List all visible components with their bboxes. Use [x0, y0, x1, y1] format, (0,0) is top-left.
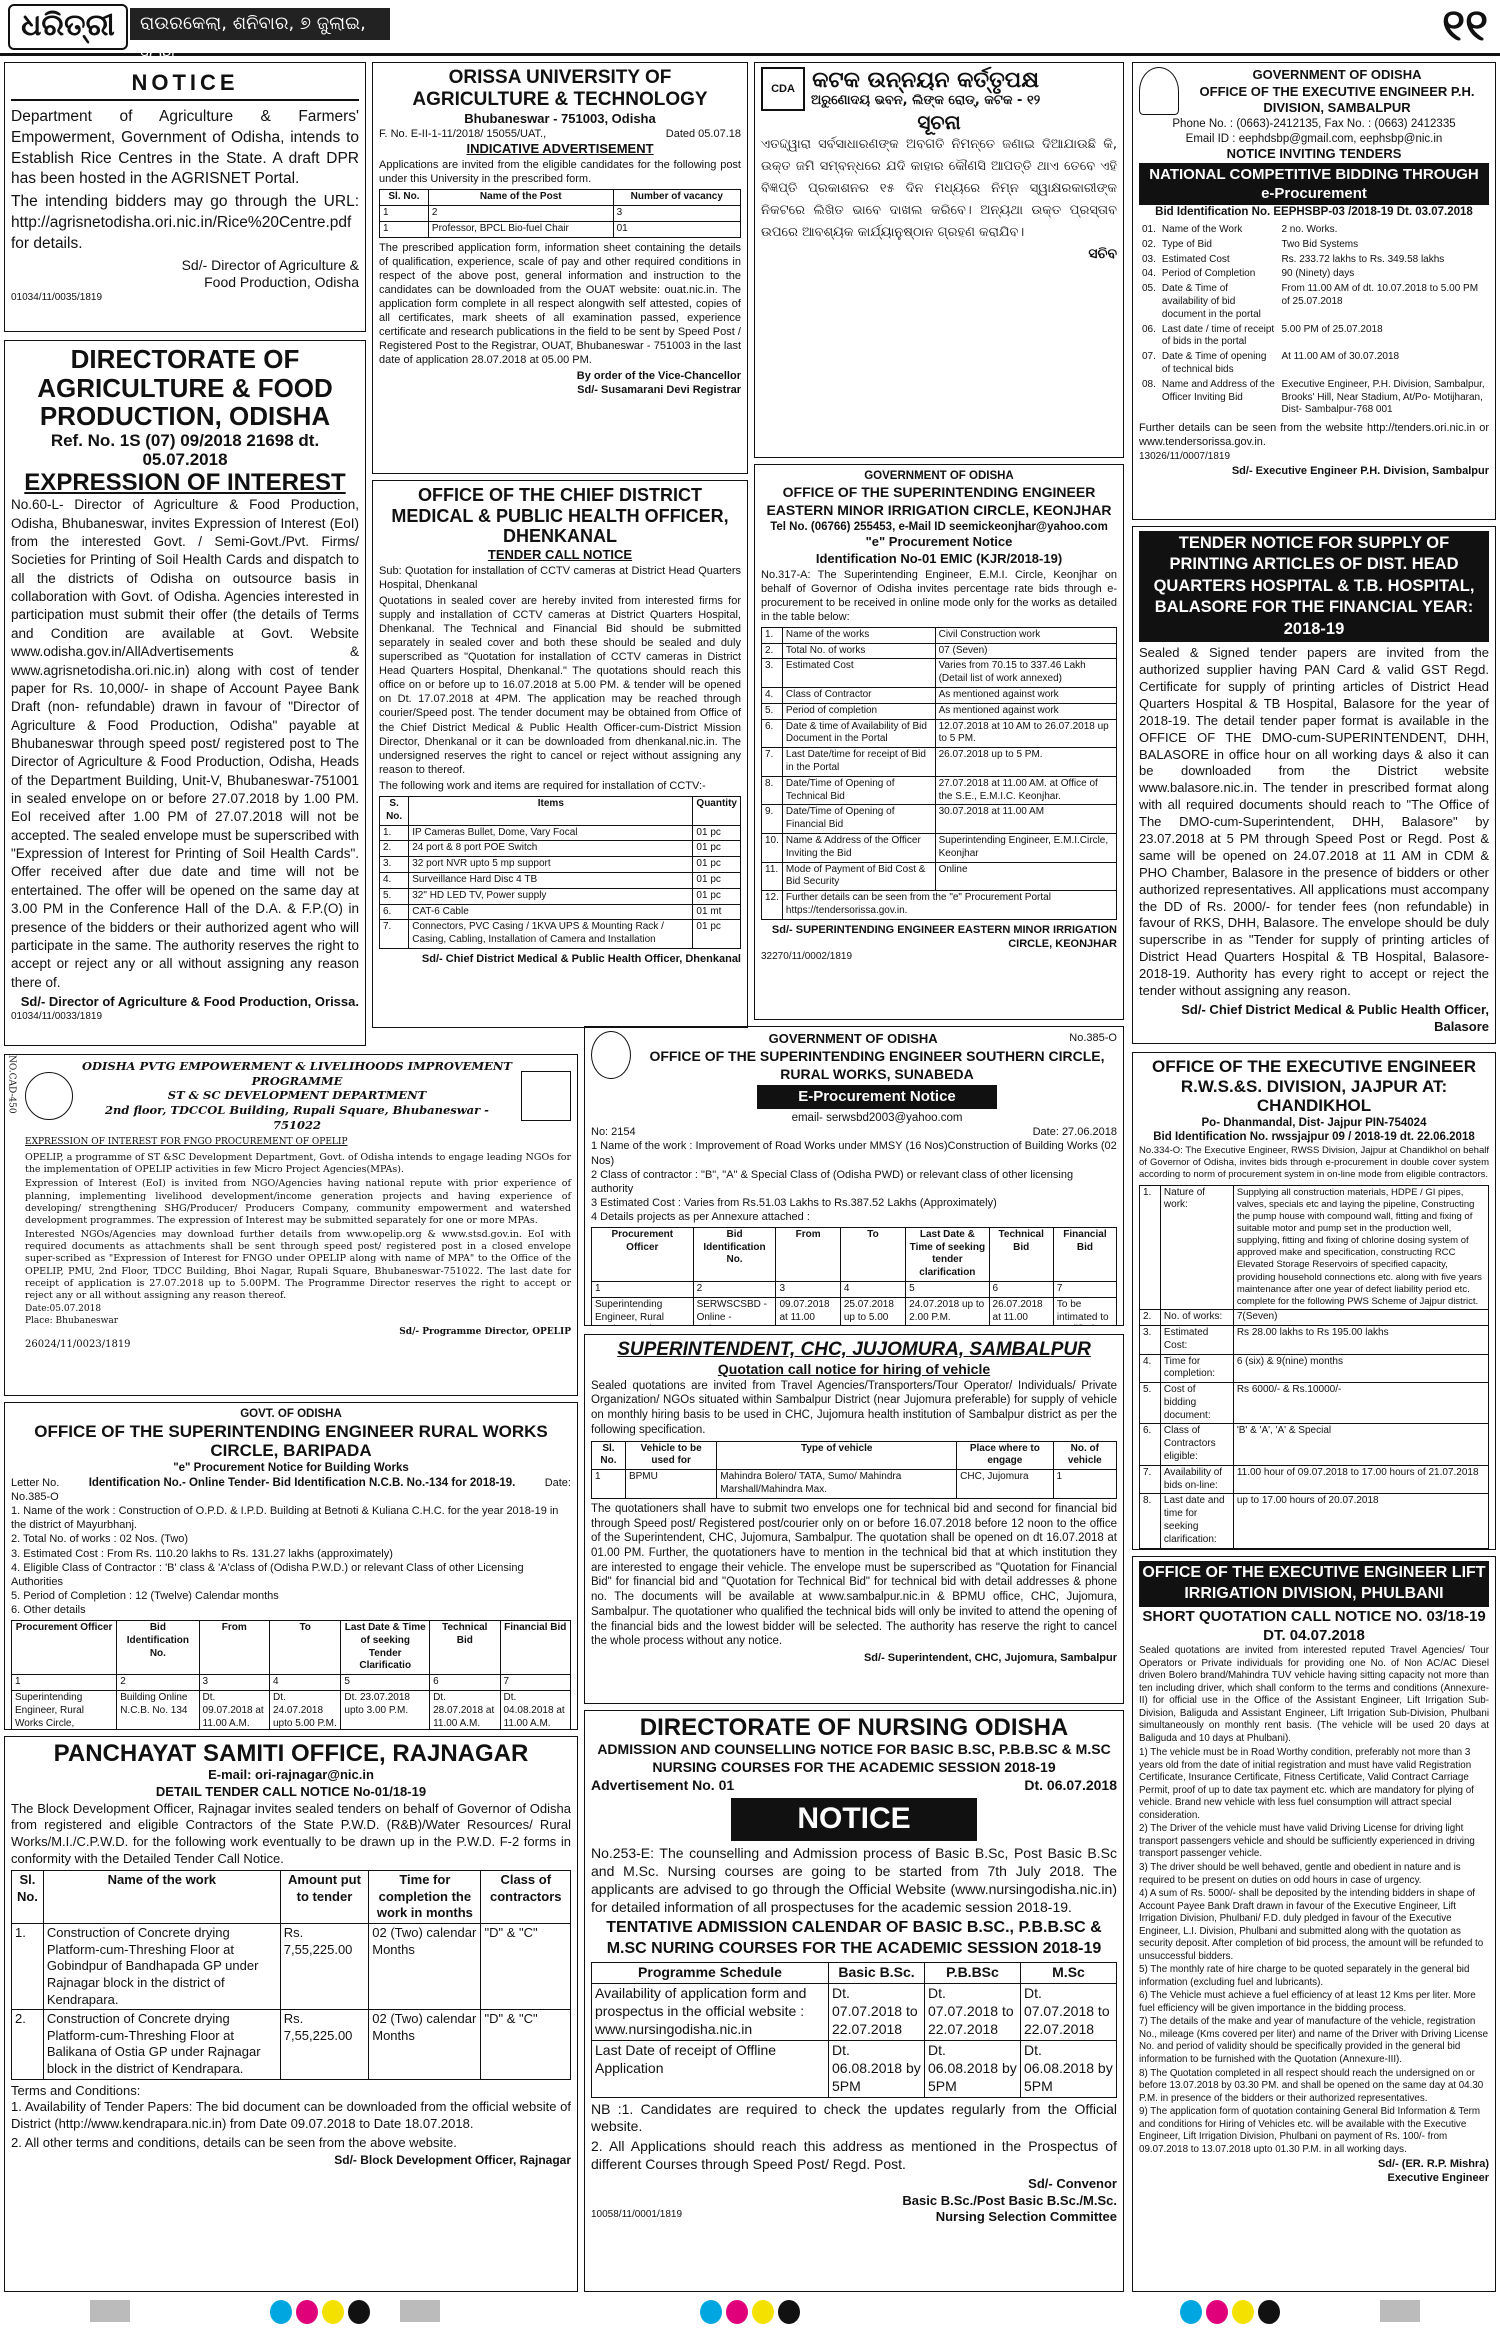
- phone: Phone No. : (0663)-2412135, Fax No. : (0663) 2412335: [1172, 117, 1456, 130]
- notice-banner: NOTICE: [731, 1798, 977, 1840]
- line-1: 1 Name of the work : Improvement of Road Works under MMSY (16 Nos)Construction of Building Works (02 Nos): [591, 1140, 1117, 1167]
- ad-ref: 10058/11/0001/1819: [591, 2209, 683, 2221]
- condition-item: 9) The application form of quotation containing General Bid Information & Term and conditions for Hiring of Vehicles etc. will be available with the Executive Engineer, Lift Irrigation Division, Phulbani on payment of Rs. 100/- from 09.07.2018 to 13.07.2018 upto 01.30 P.M. in all working days.: [1139, 2106, 1481, 2155]
- tender-table: 01. Name of the Work 2 no. Works. 02. Type of Bid Two Bid Systems 03. Estimated Cost Rs. 233.72 lakhs to Rs. 349.58 lakhs 04. Period of Completion 90 (Ninety) days 05. Date & Time of availability of bid document in the portal From 11.00 AM of dt. 10.07.2018 to 5.00 PM of 25.07.2018 06. Last date / time of receipt of bids in the portal 5.00 PM of 25.07.2018 07. Date & Time of opening of technical bids At 11.00 AM of 30.07.2018 08. Name and Address of the Officer Inviting Bid Executive Engineer, P.H. Division, Sambalpur, Brooks' Hill, Near Stadium, At/Po- Motijharan, Dist- Sambalpur-768 001: [1142, 224, 1485, 416]
- condition-item: 2) The Driver of the vehicle must have valid Driving License for driving light transport passengers vehicle and should be sufficiently experienced in driving transport passenger vehicle.: [1139, 1823, 1475, 1860]
- ad-title: OFFICE OF THE EXECUTIVE ENGINEER LIFT IRRIGATION DIVISION, PHULBANI: [1139, 1561, 1489, 1607]
- bidding-bar: NATIONAL COMPETITIVE BIDDING THROUGH e-Procurement: [1139, 163, 1489, 205]
- signature-1: By order of the Vice-Chancellor: [576, 370, 741, 383]
- tender-table: 1. Nature of work: Supplying all construction materials, HDPE / GI pipes, valves, specials etc and laying the pipeline, Constructing the pump house with compound wall, fitting and fixing of suitable motor and pump set in the production well, supplying, fitting and fixing of chlorine dosing system of approved make and specification, constructing RCC Elevated Storage Reservoirs of specified capacity, providing household connections etc. along with five years maintenance after one year of defect liability period etc. complete for the following PWS Scheme of Jajpur district. 2. No. of works: 7(Seven) 3. Estimated Cost: Rs 28.00 lakhs to Rs 195.00 lakhs 4. Time for completion: 6 (six) & 9(nine) months 5. Cost of bidding document: Rs 6000/- & Rs.10000/- 6. Class of Contractors eligible: 'B' & 'A', 'A' & Special 7. Availability of bids on-line: 11.00 hour of 09.07.2018 to 17.00 hours of 21.07.2018 8. Last date and time for seeking clarification: up to 17.00 hours of 20.07.2018: [1139, 1185, 1489, 1550]
- cda-emblem-icon: CDA: [761, 67, 805, 111]
- line-5: 5. Period of Completion : 12 (Twelve) Calendar months: [11, 1589, 279, 1602]
- ad-ref: 01034/11/0035/1819: [11, 292, 103, 304]
- page-number: ୧୧: [1442, 0, 1488, 51]
- date: Date:: [544, 1476, 571, 1489]
- letter-no: Letter No.: [11, 1476, 60, 1489]
- condition-item: 3) The driver should be well behaved, gentle and obedient in nature and is required to be present on duties on odd hours in case of urgency.: [1139, 1862, 1461, 1886]
- ad-body: No.60-L- Director of Agriculture & Food Production, Odisha, Bhubaneswar, invites Expression of Interest (EoI) from the interested Govt. / Semi-Govt./Pvt. Firms/ Societies for Printing of Soil Health Cards and dispatch to all the districts of Odisha on outsource basis in collaboration with Govt. of Odisha. Agencies interested in participation must submit their offer (the details of Terms and Condition are available at Govt. Website www.odisha.gov.in/AllAdvertisements & www.agrisnetodisha.ori.nic.in) along with cost of tender paper for Rs. 10,000/- in shape of Account Payee Bank Draft (non- refundable) drawn in favour of "Director of Agriculture & Food Production, Odisha" payable at Bhubaneswar through speed post/ registered post to The Director of Agriculture & Food Production, Odisha, Heads of the Department Building, Unit-V, Bhubaneswar-751001 in sealed envelope on or before 27.07.2018 by 1.00 PM. EoI received after 1.00 PM of 27.07.2018 will not be accepted. The sealed envelope must be superscribed with "Expression of Interest for Printing of Soil Health Cards". Offer received after due date and time will not be entertained. The offer will be opened on the same day at 3.00 PM in the Conference Hall of the D.A. & F.P.(O) in presence of the bidders or their authorized agent who will participate in the same. The authority reserves the right to accept or reject any or all without assigning any reason there of.: [11, 497, 359, 990]
- signature-1: Sd/- Convenor: [1028, 2176, 1117, 2192]
- file-no: F. No. E-II-1-11/2018/ 15055/UAT.,: [379, 128, 547, 141]
- line-2: 2. Total No. of works : 02 Nos. (Two): [11, 1533, 189, 1546]
- ref-no: No: 2154: [591, 1126, 636, 1139]
- registration-dot: [700, 2300, 722, 2324]
- cdmo-dhenkanal-ad: [372, 480, 748, 1028]
- cda-notice: [754, 62, 1124, 458]
- signature-2: Executive Engineer: [1387, 2172, 1489, 2185]
- ad-title: DIRECTORATE OF AGRICULTURE & FOOD PRODUCTION, ODISHA: [37, 344, 333, 432]
- odisha-emblem-icon: [591, 1031, 631, 1079]
- ad-para: No.334-O: The Executive Engineer, RWSS Division, Jajpur at Chandikhol on behalf of Governor of Odisha, invites bids through e-procurement in double cover system according to norm of procurement system in on-line mode from eligible contractors.: [1139, 1145, 1489, 1181]
- nb-1: NB :1. Candidates are required to check the updates regularly from the Official website.: [591, 2100, 1117, 2135]
- ad-heading: INDICATIVE ADVERTISEMENT: [466, 141, 654, 157]
- registration-dot: [778, 2300, 800, 2324]
- ad-para: Further details can be seen from the website http://tenders.ori.nic.in or www.tendersorissa.gov.in.: [1139, 422, 1489, 449]
- opelip-logo-icon: [521, 1071, 571, 1121]
- govt-label: GOVERNMENT OF ODISHA: [864, 470, 1014, 482]
- signature: Sd/- Chief District Medical & Public Health Officer, Dhenkanal: [421, 952, 741, 965]
- line-4: 4 Details projects as per Annexure attached :: [591, 1210, 810, 1223]
- address: 2nd floor, TDCCOL Building, Rupali Square, Bhubaneswar - 751022: [105, 1103, 489, 1132]
- condition-item: 7) The details of the make and year of manufacture of the vehicle, registration No., mileage (Kms covered per liter) and name of the Driver with Driving License No. and period of validity should be specifically provided in the general bid information to be furnished with the Quotation (Annexure-III).: [1139, 2016, 1489, 2065]
- ad-title: କଟକ ଉନ୍ନୟନ କର୍ତ୍ତୃପକ୍ଷ: [812, 68, 1040, 94]
- registration-dot: [296, 2300, 318, 2324]
- ad-para: The Block Development Officer, Rajnagar invites sealed tenders on behalf of Governor of Odisha from registered and eligible Contractors of the State P.W.D. (R&B)/Water Resources/ Rural Works/M.I./C.P.W.D. for the following work eventually to be drawn up in the P.W.D. F-2 forms in conformity with the Detailed Tender Call Notice.: [11, 1800, 571, 1866]
- ad-body: ଏତଦ୍ଦ୍ୱାରା ସର୍ବସାଧାରଣଙ୍କ ଅବଗତି ନିମନ୍ତେ ଜଣାଇ ଦିଆଯାଉଛି କି, ଉକ୍ତ ଜମି ସମ୍ବନ୍ଧରେ ଯଦି କାହାର କୌଣସି ଆପତ୍ତି ଥାଏ ତେବେ ଏହି ବିଜ୍ଞପ୍ତି ପ୍ରକାଶନର ୧୫ ଦିନ ମଧ୍ୟରେ ନିମ୍ନ ସ୍ୱାକ୍ଷରକାରୀଙ୍କ ନିକଟରେ ଲିଖିତ ଭାବେ ଦାଖଲ କରିବେ। ଅନ୍ୟଥା ଉକ୍ତ ପ୍ରସ୍ତାବ ଉପରେ ଆବଶ୍ୟକ କାର୍ଯ୍ୟାନୁଷ୍ଠାନ ଗ୍ରହଣ କରାଯିବ।: [761, 137, 1117, 241]
- dateline: ରାଉରକେଲା, ଶନିବାର, ୭ ଜୁଲାଇ, ୨୦୧୮: [130, 8, 390, 40]
- govt-label: GOVERNMENT OF ODISHA: [768, 1031, 938, 1046]
- registration-dot: [1180, 2300, 1202, 2324]
- signature: Sd/- Executive Engineer P.H. Division, Sambalpur: [1231, 465, 1489, 478]
- rwss-jajpur-ad: [1132, 1052, 1496, 1550]
- rw-sunabeda-ad: [584, 1026, 1124, 1326]
- ad-title: ODISHA PVTG EMPOWERMENT & LIVELIHOODS IMPROVEMENT PROGRAMME: [82, 1059, 512, 1088]
- condition-item: 1) The vehicle must be in Road Worthy condition, preferably not more than 3 years old from the date of initial registration and must have valid Registration Certificate, Insurance Certificate, Fitness Certificate, Valid Contract Carriage Permit, proof of up to date tax payment etc. which are mandatory for plying of vehicle. Brand new vehicle with less fuel consumption will attract special consideration.: [1139, 1747, 1474, 1821]
- line-2: 2 Class of contractor : "B", "A" & Special Class of (Odisha PWD) or relevant class of other licensing authority: [591, 1168, 1074, 1195]
- ad-heading: SHORT QUOTATION CALL NOTICE NO. 03/18-19 DT. 04.07.2018: [1142, 1607, 1486, 1644]
- masthead: [0, 0, 1500, 66]
- agri-notice: [4, 62, 366, 332]
- signature-3: Nursing Selection Committee: [935, 2209, 1117, 2225]
- ad-heading: E-Procurement Notice: [757, 1085, 997, 1108]
- odisha-emblem-icon: [1139, 67, 1179, 115]
- ad-para-1: Applications are invited from the eligible candidates for the following post under this University in the prescribed form.: [379, 159, 741, 186]
- ad-heading: "e" Procurement Notice: [865, 534, 1013, 550]
- place: Place: Bhubaneswar: [25, 1315, 119, 1326]
- registration-dot: [1206, 2300, 1228, 2324]
- notice-no: No.385-O: [11, 1491, 59, 1504]
- bid-id: Bid Identification No. rwssjajpur 09 / 2018-19 dt. 22.06.2018: [1153, 1131, 1475, 1144]
- ad-title: SUPERINTENDENT, CHC, JUJOMURA, SAMBALPUR: [617, 1339, 1091, 1360]
- tel: Tel No. (06766) 255453, e-Mail ID seemickeonjhar@yahoo.com: [770, 520, 1108, 533]
- notice-no: No.385-O: [1069, 1032, 1117, 1044]
- ad-ref: 13026/11/0007/1819: [1139, 451, 1231, 463]
- lift-irrigation-ad: [1132, 1556, 1496, 2292]
- ad-title: ORISSA UNIVERSITY OF AGRICULTURE & TECHNOLOGY: [412, 67, 708, 110]
- ad-heading: "e" Procurement Notice for Building Works: [173, 1461, 409, 1474]
- ad-heading: DETAIL TENDER CALL NOTICE No-01/18-19: [155, 1784, 427, 1800]
- notice-para-1: Department of Agriculture & Farmers' Empowerment, Government of Odisha, intends to Establish Rice Centres in the State. A draft DPR has been hosted in the AGRISNET Portal.: [11, 108, 359, 188]
- ad-subtitle: ST & SC DEVELOPMENT DEPARTMENT: [167, 1088, 427, 1103]
- email: Email ID : eephdsbp@gmail.com, eephsbp@nic.in: [1185, 132, 1443, 145]
- registration-square: [400, 2300, 440, 2322]
- ad-ref: 01034/11/0033/1819: [11, 1010, 103, 1022]
- registration-square: [1380, 2300, 1420, 2322]
- line-1: 1. Name of the work : Construction of O.P.D. & I.P.D. Building at Betnoti & Kuliana C.H.C. for the year 2018-19 in the district of Mayurbhanj.: [11, 1505, 559, 1532]
- signature: Sd/- Superintendent, CHC, Jujomura, Sambalpur: [863, 1652, 1117, 1664]
- notice-para-2: The intending bidders may go through the URL: http://agrisnetodisha.ori.nic.in/Rice%20Centre.pdf for details.: [11, 193, 359, 252]
- ad-para-2: The following work and items are required for installation of CCTV:-: [379, 779, 706, 792]
- condition-item: 6) The Vehicle must achieve a fuel efficiency of at least 12 Kms per liter. More fuel efficiency will be given importance in the bidding process.: [1139, 1990, 1476, 2014]
- signature: Sd/- SUPERINTENDING ENGINEER EASTERN MINOR IRRIGATION CIRCLE, KEONJHAR: [771, 923, 1117, 950]
- nb-2: 2. All Applications should reach this address as mentioned in the Prospectus of different Courses through Speed Post/ Regd. Post.: [591, 2138, 1117, 2173]
- ad-title: DIRECTORATE OF NURSING ODISHA: [639, 1714, 1069, 1741]
- ad-para-2: Expression of Interest (EoI) is invited from NGO/Agencies having national repute with prior experience of planning, implementing livelihood development/income generation projects and having experience of developing/ strengthening SHG/Producer/ Producers Company, community empowerment and watershed development programmes. The expression of Interest may be submitted separately for one or more MPAs.: [25, 1178, 571, 1226]
- ref-no: Ref. No. 1S (07) 09/2018 21698 dt. 05.07.2018: [50, 430, 320, 470]
- post-table: Sl. No. Name of the Post Number of vacancy 1 2 3 1 Professor, BPCL Bio-fuel Chair 01: [379, 189, 741, 237]
- ad-title: OFFICE OF THE SUPERINTENDING ENGINEER SOUTHERN CIRCLE, RURAL WORKS, SUNABEDA: [649, 1047, 1105, 1082]
- dated: Dated 05.07.18: [665, 128, 741, 141]
- bid-id: Bid Identification No. EEPHSBP-03 /2018-19 Dt. 03.07.2018: [1155, 206, 1473, 219]
- adv-date: Dt. 06.07.2018: [1024, 1777, 1117, 1794]
- dafp-eoi: [4, 340, 366, 1046]
- condition-1: 1. Availability of Tender Papers: The bid document can be downloaded from the official website of District (http://www.kendrapara.nic.in) from Date 09.07.2018 to Date 18.07.2018.: [11, 2099, 571, 2131]
- ad-subtitle: Po- Dhanmandal, Dist- Jajpur PIN-754024: [1201, 1116, 1427, 1129]
- ad-ref: 26024/11/0023/1819: [25, 1338, 131, 1350]
- signature: Sd/- Block Development Officer, Rajnagar: [334, 2153, 571, 2168]
- ad-para-2: The quotationers shall have to submit two envelops one for technical bid and second for financial bid through Speed post/ Registered post/courier only on or before 16.07.2018 before 12 noon to the office of the Superintendent, CHC, Jujomura, Sambalpur. The quotation shall be opened on dt 16.07.2018 at 01.00 PM. Further, the quotationers have to mention in the technical bid that at which institution they are interested to engage their vehicle. The envelope must be superscribed as "Quotation for Financial Bid" for financial bid and "Quotation for Technical Bid" for technical bid with detail addresses & phone no. The documents will be available at www.sambalpur.nic.in & BPMU office, CHC, Jujomura, Sambalpur. The quotationer who qualified the technical bids will only be invited to attend the opening of the financial bids and the lowest bidder will be selected. The authority has reserve the right to cancel the whole process without any notice.: [591, 1502, 1117, 1648]
- ad-subtitle: ADMISSION AND COUNSELLING NOTICE FOR BASIC B.SC, P.B.B.SC & M.SC NURSING COURSES FOR THE ACADEMIC SESSION 2018-19: [597, 1741, 1111, 1776]
- ad-heading: ସୂଚନା: [917, 110, 961, 134]
- date: Date: 27.06.2018: [1032, 1126, 1117, 1139]
- ad-title: OFFICE OF THE SUPERINTENDING ENGINEER EASTERN MINOR IRRIGATION CIRCLE, KEONJHAR: [766, 483, 1112, 518]
- ad-heading: Quotation call notice for hiring of vehicle: [717, 1360, 991, 1377]
- ad-subtitle: ଅରୁଣୋଦୟ ଭବନ, ଲିଙ୍କ ରୋଡ୍, କଟକ - ୧୨: [811, 93, 1041, 109]
- signature: Sd/- Programme Director, OPELIP: [399, 1327, 571, 1338]
- registration-dot: [752, 2300, 774, 2324]
- vehicle-table: Sl. No. Vehicle to be used for Type of vehicle Place where to engage No. of vehicle 1 BPMU Mahindra Bolero/ TATA, Sumo/ Mahindra Marshall/Mahindra Max. CHC, Jujomura 1: [591, 1441, 1117, 1499]
- govt-label: GOVT. OF ODISHA: [240, 1408, 342, 1420]
- email: email- serwsbd2003@yahoo.com: [791, 1111, 963, 1124]
- ad-title: TENDER NOTICE FOR SUPPLY OF PRINTING ARTICLES OF DIST. HEAD QUARTERS HOSPITAL & T.B. HOSPITAL, BALASORE FOR THE FINANCIAL YEAR: 2018-19: [1139, 531, 1489, 642]
- ad-title: PANCHAYAT SAMITI OFFICE, RAJNAGAR: [53, 1740, 529, 1767]
- adv-no: Advertisement No. 01: [591, 1777, 735, 1794]
- registration-dot: [270, 2300, 292, 2324]
- rajnagar-tender: [4, 1736, 578, 2292]
- ad-ref: 32270/11/0002/1819: [761, 950, 853, 962]
- admission-calendar: Programme Schedule Basic B.Sc. P.B.BSc M.Sc Availability of application form and prospectus in the official website : www.nursingodisha.nic.in Dt. 07.07.2018 to 22.07.2018 Dt. 07.07.2018 to 22.07.2018 Dt. 07.07.2018 to 22.07.2018 Last Date of receipt of Offline Application Dt. 06.08.2018 by 5PM Dt. 06.08.2018 by 5PM Dt. 06.08.2018 by 5PM: [591, 1962, 1117, 2097]
- chc-jujomura-ad: [584, 1334, 1124, 1704]
- emic-keonjhar-ad: [754, 464, 1124, 1020]
- ad-para-1: Sealed quotations are invited from Travel Agencies/Transporters/Tour Operator/ Individuals/ Private Organization/ NGOs situated within Sambalpur District (near Jujomura preferable) for supply of vehicle on monthly hiring basis to be used in CHC, Jujomura health institution of Sambalpur district as per the following specification.: [591, 1379, 1117, 1436]
- signature-1: Sd/- (ER. R.P. Mishra): [1377, 2158, 1489, 2171]
- ad-heading: EXPRESSION OF INTEREST: [24, 468, 346, 496]
- ad-subtitle: Bhubaneswar - 751003, Odisha: [464, 110, 656, 126]
- ad-para: Sealed quotations are invited from interested reputed Travel Agencies/ Tour Operators or Private individuals for providing one No. of Non AC/AC Diesel driven Bolero brand/Mahindra TUV vehicle having sitting capacity not more than ten including driver, which shall conform to the terms and conditions (Annexure-II) for official use in the Office of the Assistant Engineer, Lift Irrigation Sub-Division, Baliguda and Assistant Engineer, Lift Irrigation Sub-Division, Phulbani simultaneously on monthly rent basis. (The vehicle will be used 20 days at Baliguda and 10 days at Phulbani).: [1139, 1644, 1489, 1744]
- registration-square: [90, 2300, 130, 2322]
- opelip-eoi: [4, 1054, 578, 1396]
- phd-sambalpur-ad: [1132, 62, 1496, 520]
- condition-2: 2. All other terms and conditions, details can be seen from the above website.: [11, 2134, 457, 2150]
- signature: Sd/- Director of Agriculture & Food Production, Odisha: [181, 256, 359, 291]
- items-table: S. No. Items Quantity 1. IP Cameras Bullet, Dome, Vary Focal 01 pc 2. 24 port & 8 port POE Switch 01 pc 3. 32 port NVR upto 5 mp support 01 pc 4. Surveillance Hard Disc 4 TB 01 pc 5. 32" HD LED TV, Power supply 01 pc 6. CAT-6 Cable 01 mt 7. Connectors, PVC Casing / 1KVA UPS & Mounting Rack / Casing, Cabling, Installation of Camera and Installation 01 pc: [379, 796, 741, 949]
- ad-heading: NOTICE INVITING TENDERS: [1226, 146, 1402, 162]
- signature-2: Basic B.Sc./Post Basic B.Sc./M.Sc.: [902, 2192, 1117, 2208]
- condition-item: 5) The monthly rate of hire charge to be quoted separately in the general bid information (excluding fuel and lubricants).: [1139, 1964, 1470, 1988]
- ad-title: OFFICE OF THE CHIEF DISTRICT MEDICAL & PUBLIC HEALTH OFFICER, DHENKANAL: [391, 485, 729, 547]
- signature: Sd/- Chief District Medical & Public Health Officer, Balasore: [1181, 1001, 1489, 1034]
- nature-of-work: Supplying all construction materials, HDPE / GI pipes, valves, specials etc and laying the pipeline, Constructing the pump house with compound wall, fitting and fixing of suitable motor and pump set in the production well, supplying, fitting and fixing of chlorine dosing system of approved make and specification, constructing RCC Elevated Storage Reservoirs of specified capacity, providing household connections etc. along with five years maintenance after one year of defect liability period etc. complete for the following PWS Scheme of Jajpur district.: [1233, 1185, 1488, 1310]
- signature-2: Sd/- Susamarani Devi Registrar: [577, 384, 741, 397]
- registration-dot: [1258, 2300, 1280, 2324]
- terms-heading: Terms and Conditions:: [11, 2082, 141, 2098]
- line-3: 3. Estimated Cost : From Rs. 110.20 lakhs to Rs. 131.27 lakhs (approximately): [11, 1547, 393, 1560]
- line-6: 6. Other details: [11, 1603, 86, 1616]
- date: Date:05.07.2018: [25, 1303, 102, 1314]
- registration-dot: [1232, 2300, 1254, 2324]
- email: E-mail: ori-rajnagar@nic.in: [208, 1767, 374, 1783]
- calendar-heading: TENTATIVE ADMISSION CALENDAR OF BASIC B.SC., P.B.B.SC & M.SC NURING COURSES FOR THE ACADEMIC SESSION 2018-19: [606, 1919, 1102, 1957]
- ad-para-2: The prescribed application form, information sheet containing the details of qualification, experience, scale of pay and other required conditions in respect of the above post, general information and instruction to the candidates can be downloaded from the OUAT website: ouat.nic.in. The application form complete in all respect alongwith self attested, copies of all certificates, mark sheets of all examination passed, experience certificate and research publications in the field to be sent by Speed Post / Registered Post to the Registrar, OUAT, Bhubaneswar - 751003 in the last date of application 28.07.2018 at 05.00 PM.: [379, 241, 741, 367]
- line-3: 3 Estimated Cost : Varies from Rs.51.03 Lakhs to Rs.387.52 Lakhs (Approximately): [591, 1196, 997, 1209]
- ad-heading: TENDER CALL NOTICE: [487, 547, 633, 563]
- registration-dot: [322, 2300, 344, 2324]
- registration-dot: [348, 2300, 370, 2324]
- condition-item: 8) The Quotation completed in all respect should reach the undersigned on or before 13.07.2018 by 03.30 PM. and shall be opened on the same day at 04.30 P.M. in presence of the bidders or their authorized representatives.: [1139, 2067, 1484, 2104]
- ad-title: OFFICE OF THE EXECUTIVE ENGINEER R.W.S.&S. DIVISION, JAJPUR AT: CHANDIKHOL: [1152, 1057, 1476, 1116]
- registration-dot: [726, 2300, 748, 2324]
- ad-subject: Sub: Quotation for installation of CCTV cameras at District Head Quarters Hospital, Dhenkanal: [379, 564, 741, 591]
- signature: Sd/- Director of Agriculture & Food Production, Orissa.: [20, 993, 359, 1009]
- ad-para: No.317-A: The Superintending Engineer, E.M.I. Circle, Keonjhar on behalf of Governor of Odisha invites percentage rate bids through e-procurement to be received in online mode only for the works as detailed in the table below:: [761, 568, 1117, 623]
- balasore-tender: [1132, 526, 1496, 1044]
- ad-para-1: Quotations in sealed cover are hereby invited from interested firms for supply and installation of CCTV cameras at District Quarters Hospital, Dhenkanal. The Technical and Financial Bid should be submitted separately in sealed cover and both these should be sealed and duly superscribed as "Quotation for installation of CCTV cameras in District Head Quarters Hospital, Dhenkanal." The quotations should reach this office on or before up to 16.07.2018 at 5.00 PM. & tender will be opened on Dt. 17.07.2018 at 4PM. The application may be reached through courier/Speed post. The tender document may be obtained from Office of the Chief District Medical & Public Health Officer-cum-District Mission Director, Dhenkanal or it can be downloaded from dhenkanal.nic.in. The undersigned reserves the right to cancel or reject without assigning any reason to thereof.: [379, 594, 741, 776]
- ad-para: No.253-E: The counselling and Admission process of Basic B.Sc, Post Basic B.Sc and M.Sc. Nursing courses are going to be started from 7th July 2018. The applicants are advised to go through the Official Website (www.nursingodisha.nic.in) for detailed information of all prospectuses for the academic session 2018-19.: [591, 1844, 1117, 1916]
- nursing-notice: [584, 1710, 1124, 2292]
- notice-title: NOTICE: [11, 67, 359, 101]
- govt-label: GOVERNMENT OF ODISHA: [1252, 67, 1422, 82]
- ad-para-1: OPELIP, a programme of ST &SC Development Department, Govt. of Odisha intends to engage leading NGOs for the implementation of OPELIP activities in few Micro Project Agencies(MPAs).: [25, 1152, 571, 1176]
- tender-table: 1. Name of the works Civil Construction work 2. Total No. of works 07 (Seven) 3. Estimated Cost Varies from 70.15 to 337.46 Lakh (Detail list of work annexed) 4. Class of Contractor As mentioned against work 5. Period of completion As mentioned against work 6. Date & time of Availability of Bid Document in the Portal 12.07.2018 at 10 AM to 26.07.2018 up to 5 PM. 7. Last Date/time for receipt of Bid in the Portal 26.07.2018 up to 5 PM. 8. Date/Time of Opening of Technical Bid 27.07.2018 at 11.00 AM. at Office of the S.E., E.M.I.C. Keonjhar. 9. Date/Time of Opening of Financial Bid 30.07.2018 at 11.00 AM 10. Name & Address of the Officer Inviting the Bid Superintending Engineer, E.M.I.Circle, Keonjhar 11. Mode of Payment of Bid Cost & Bid Security Online 12. Further details can be seen from the "e" Procurement Portal https://tendersorissa.gov.in.: [761, 627, 1117, 920]
- ad-para-3: Interested NGOs/Agencies may download further details from www.opelip.org & www.stsd.gov.in. EoI with required documents as attachments shall be sent through speed post/ registered post in a closed envelope super-scribed as "Expression of Interest for FNGO under OPELIP along with name of MPA" to the Office of the OPELIP, PMU, 2nd Floor, TDCC Building, Bhoi Nagar, Rupali Square, Bhubaneswar-751022. The last date for receipt of application is 27.07.2018 up to 5.00PM. The Programme Director reserves the right to accept or reject any or all without assigning any reason thereof.: [25, 1229, 571, 1301]
- ad-title: OFFICE OF THE SUPERINTENDING ENGINEER RURAL WORKS CIRCLE, BARIPADA: [34, 1421, 548, 1461]
- bid-id: Identification No.- Online Tender- Bid Identification N.C.B. No.-134 for 2018-19.: [88, 1476, 516, 1489]
- work-table: Sl. No. Name of the work Amount put to tender Time for completion the work in months Class of contractors 1. Construction of Concrete drying Platform-cum-Threshing Floor at Gobindpur of Bandhapada GP under Rajnagar block in the district of Kendrapara. Rs. 7,55,225.00 02 (Two) calendar Months "D" & "C" 2. Construction of Concrete drying Platform-cum-Threshing Floor at Balikana of Ostia GP under Rajnagar block in the district of Kendrapara. Rs. 7,55,225.00 02 (Two) calendar Months "D" & "C": [11, 1870, 571, 2080]
- condition-item: 4) A sum of Rs. 5000/- shall be deposited by the intending bidders in shape of Account Payee Bank Draft drawn in favour of the Executive Engineer, Lift Irrigation Division, Phulbani/ F.D. duly pledged in favour of the Executive Engineer, L.I. Division, Phulbani and submitted along with the quotation as security deposit. After completion of bid process, the amount will be refunded to unsuccessful bidders.: [1139, 1888, 1484, 1962]
- ad-body: Sealed & Signed tender papers are invited from the authorized supplier having PAN Card & valid GST Regd. Certificate for supply of printing articles of District Head Quarters Hospital & TB Hospital, Balasore for the year of 2018-19. The detail tender paper format is available in the OFFICE OF THE DMO-cum-SUPERINTENDENT, DHH, BALASORE in office hour on all working days & also it can be downloaded from the District website www.balasore.nic.in. The tender in prescribed format along with all required documents should reach to "The Office of The DMO-cum-Superintendent, DHH, Balasore" by 23.07.2018 at 5 PM through Speed Post or Regd. Post & same will be opened on 24.07.2018 at 11 AM in CDM & PHO Chamber, Balasore in the presence of bidders or other authorized representatives. All applications must accompany the DD of Rs. 2000/- for tender fees (non refundable) in favour of RKS, DHH, Balasore. The envelope should be duly superscribe in as "Tender for supply of printing articles of District Head Quarters Hospital & TB Hospital, Balasore- 2018-19. Authority has every right to accept or reject the tender without assigning any reason.: [1139, 645, 1489, 998]
- ad-title: OFFICE OF THE EXECUTIVE ENGINEER P.H. DIVISION, SAMBALPUR: [1199, 83, 1475, 116]
- rw-baripada-ad: [4, 1402, 578, 1730]
- ad-heading: EXPRESSION OF INTEREST FOR FNGO PROCUREMENT OF OPELIP: [25, 1136, 348, 1147]
- line-4: 4. Eligible Class of Contractor : 'B' class & 'A'class of (Odisha P.W.D.) or relevant Class of other Licensing Authorities: [11, 1561, 524, 1588]
- ouat-ad: [372, 62, 748, 474]
- odisha-emblem-icon: [25, 1072, 73, 1120]
- procurement-table: Procurement Officer Bid Identification No. From To Last Date & Time of seeking tender clarification Technical Bid Financial Bid 1 2 3 4 5 6 7 Superintending Engineer, Rural SERWSCSBD - Online - 09.07.2018 at 11.00 25.07.2018 up to 5.00 24.07.2018 up to 2.00 P.M. 26.07.2018 at 11.00 To be intimated to: [591, 1227, 1117, 1326]
- newspaper-logo: ଧରିତ୍ରୀ: [8, 4, 128, 50]
- bid-id: Identification No-01 EMIC (KJR/2018-19): [815, 550, 1063, 566]
- procurement-table: Procurement Officer Bid Identification No. From To Last Date & Time of seeking Tender Clarificatio Technical Bid Financial Bid 1 2 3 4 5 6 7 Superintending Engineer, Rural Works Circle, Building Online N.C.B. No. 134 Dt. 09.07.2018 at 11.00 A.M. Dt. 24.07.2018 upto 5.00 P.M. Dt. 23.07.2018 upto 3.00 P.M. Dt. 28.07.2018 at 11.00 A.M. Dt. 04.08.2018 at 11.00 A.M.: [11, 1620, 571, 1730]
- signature: ସଚିବ: [1088, 246, 1117, 263]
- side-code: NO.CAD-450: [6, 1055, 17, 1114]
